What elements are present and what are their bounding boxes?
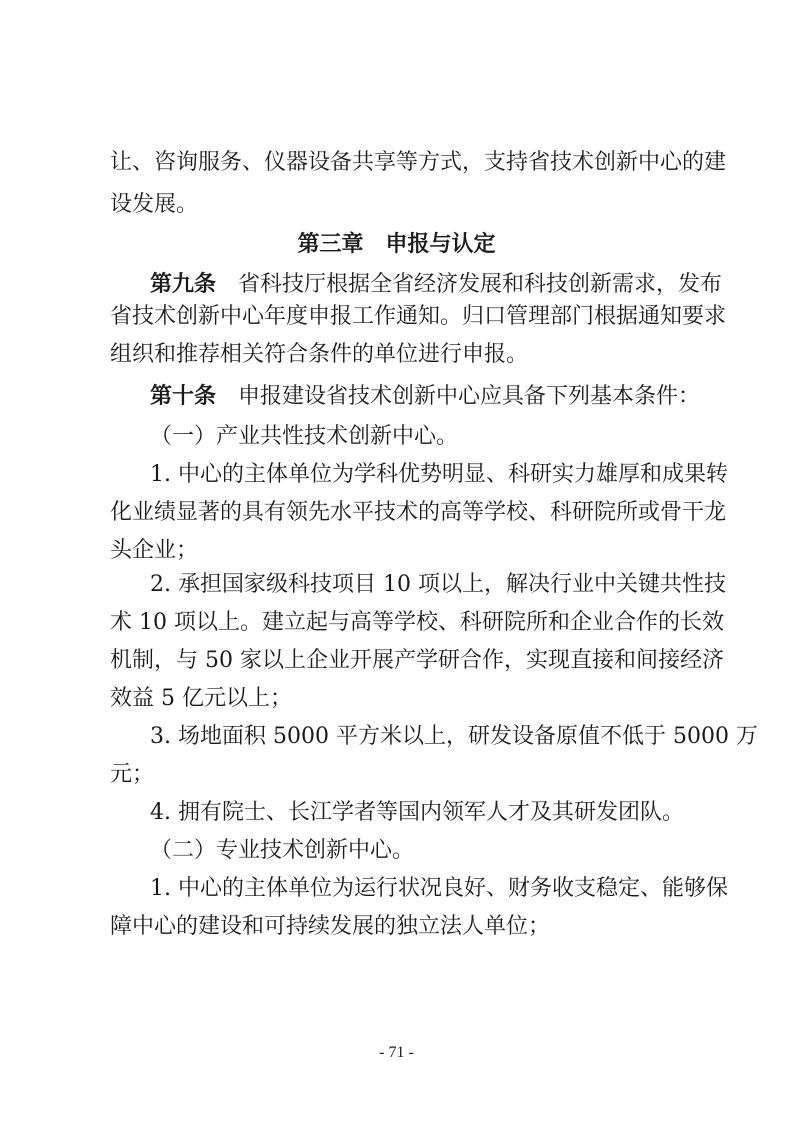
- item-2-line-2: 术 10 项以上。建立起与高等学校、科研院所和企业合作的长效: [110, 610, 724, 635]
- article-9-line-2: 省技术创新中心年度申报工作通知。归口管理部门根据通知要求: [110, 304, 727, 329]
- item-5-line-2: 障中心的建设和可持续发展的独立法人单位；: [110, 914, 551, 939]
- chapter-title: 第三章 申报与认定: [297, 232, 496, 257]
- article-10-line-1: [150, 384, 700, 410]
- item-1-line-3: 头企业；: [110, 538, 199, 563]
- item-1-line-1: 1. 中心的主体单位为学科优势明显、科研实力雄厚和成果转: [150, 462, 728, 487]
- section-2-title: （二）专业技术创新中心。: [150, 838, 415, 863]
- article-9-line-3: 组织和推荐相关符合条件的单位进行申报。: [110, 342, 529, 367]
- page-number: - 71 -: [379, 1044, 414, 1061]
- item-2-line-1: 2. 承担国家级科技项目 10 项以上，解决行业中关键共性技: [150, 572, 726, 597]
- article-10-label: 第十条: [150, 384, 217, 409]
- article-9-label: 第九条: [150, 272, 217, 297]
- article-9-line-1: [150, 272, 723, 298]
- article-9-text-1: 省科技厅根据全省经济发展和科技创新需求，发布: [238, 272, 723, 297]
- item-3-line-1: 3. 场地面积 5000 平方米以上，研发设备原值不低于 5000 万: [150, 724, 758, 749]
- item-4-line-1: 4. 拥有院士、长江学者等国内领军人才及其研发团队。: [150, 800, 684, 825]
- intro-line-2: 设发展。: [110, 192, 199, 217]
- item-3-line-2: 元；: [110, 762, 155, 787]
- item-1-line-2: 化业绩显著的具有领先水平技术的高等学校、科研院所或骨干龙: [110, 500, 727, 525]
- intro-line-1: 让、咨询服务、仪器设备共享等方式，支持省技术创新中心的建: [110, 150, 727, 175]
- item-2-line-4: 效益 5 亿元以上；: [110, 686, 292, 711]
- item-2-line-3: 机制，与 50 家以上企业开展产学研合作，实现直接和间接经济: [110, 648, 724, 673]
- section-1-title: （一）产业共性技术创新中心。: [150, 424, 459, 449]
- item-5-line-1: 1. 中心的主体单位为运行状况良好、财务收支稳定、能够保: [150, 876, 728, 901]
- article-10-text-1: 申报建设省技术创新中心应具备下列基本条件：: [238, 384, 701, 409]
